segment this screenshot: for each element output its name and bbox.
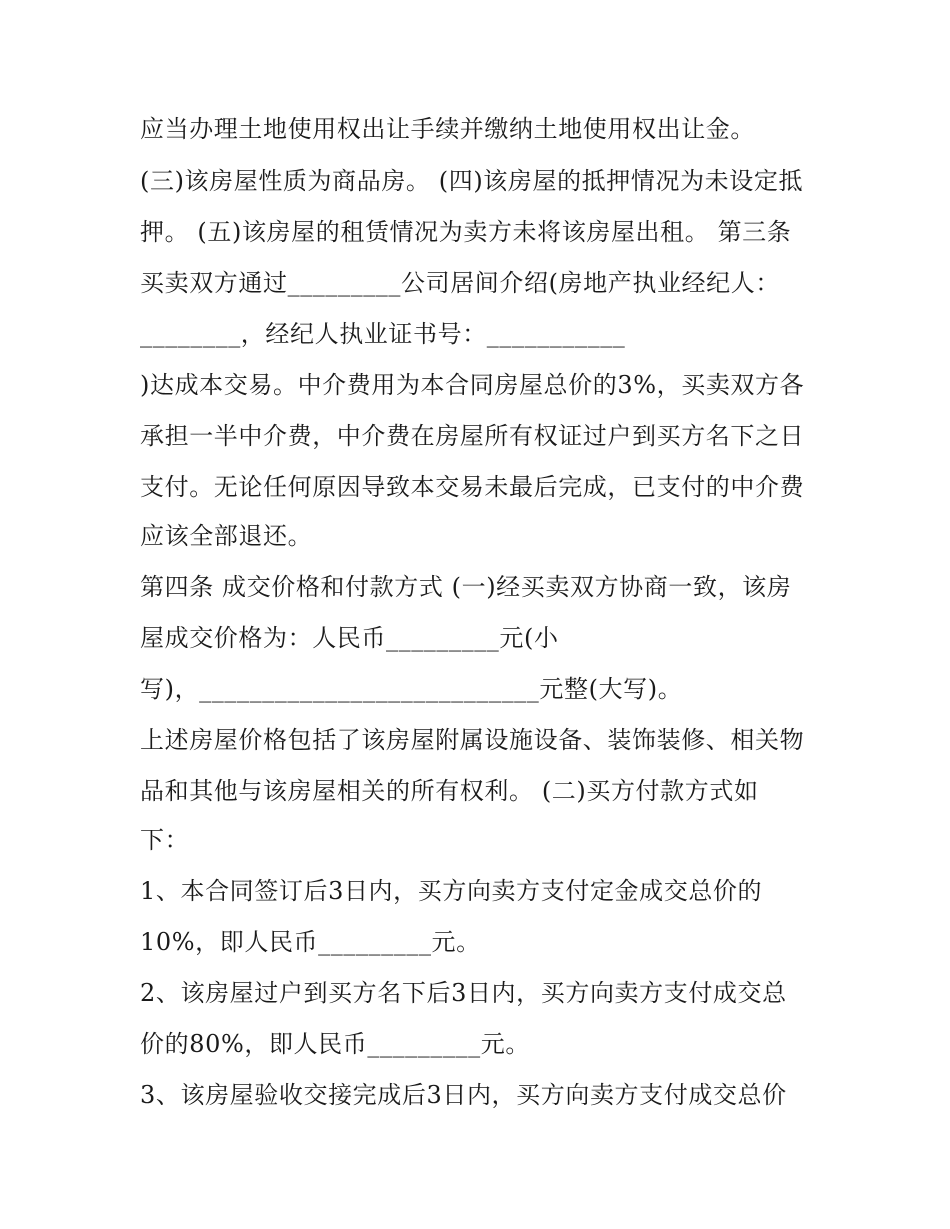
text-line: 第四条 成交价格和付款方式 (一)经买卖双方协商一致，该房	[140, 573, 792, 601]
text-line: 10%，即人民币_________元。	[140, 928, 481, 956]
text-line: 上述房屋价格包括了该房屋附属设施设备、装饰装修、相关物	[140, 726, 805, 754]
text-line: 1、本合同签订后3日内，买方向卖方支付定金成交总价的	[140, 877, 763, 905]
text-line: 3、该房屋验收交接完成后3日内，买方向卖方支付成交总价	[140, 1081, 787, 1109]
text-line: 买卖双方通过_________公司居间介绍(房地产执业经纪人：	[140, 269, 780, 297]
text-line: 承担一半中介费，中介费在房屋所有权证过户到买方名下之日	[140, 422, 805, 450]
text-line: 2、该房屋过户到买方名下后3日内，买方向卖方支付成交总	[140, 979, 787, 1007]
text-line: (三)该房屋性质为商品房。 (四)该房屋的抵押情况为未设定抵	[140, 167, 804, 195]
text-line: 品和其他与该房屋相关的所有权利。 (二)买方付款方式如	[140, 777, 759, 805]
text-line: 价的80%，即人民币_________元。	[140, 1030, 530, 1058]
text-line: 屋成交价格为：人民币_________元(小	[140, 624, 559, 652]
text-line: 应该全部退还。	[140, 522, 313, 550]
text-line: ________，经纪人执业证书号：___________	[140, 320, 626, 348]
text-line: 写)，___________________________元整(大写)。	[140, 675, 683, 703]
text-line: 支付。无论任何原因导致本交易未最后完成，已支付的中介费	[140, 473, 805, 501]
text-line: 下：	[140, 826, 190, 854]
text-line: )达成本交易。中介费用为本合同房屋总价的3%，买卖双方各	[140, 371, 805, 399]
text-line: 押。 (五)该房屋的租赁情况为卖方未将该房屋出租。 第三条	[140, 218, 792, 246]
text-line: 应当办理土地使用权出让手续并缴纳土地使用权出让金。	[140, 115, 755, 143]
